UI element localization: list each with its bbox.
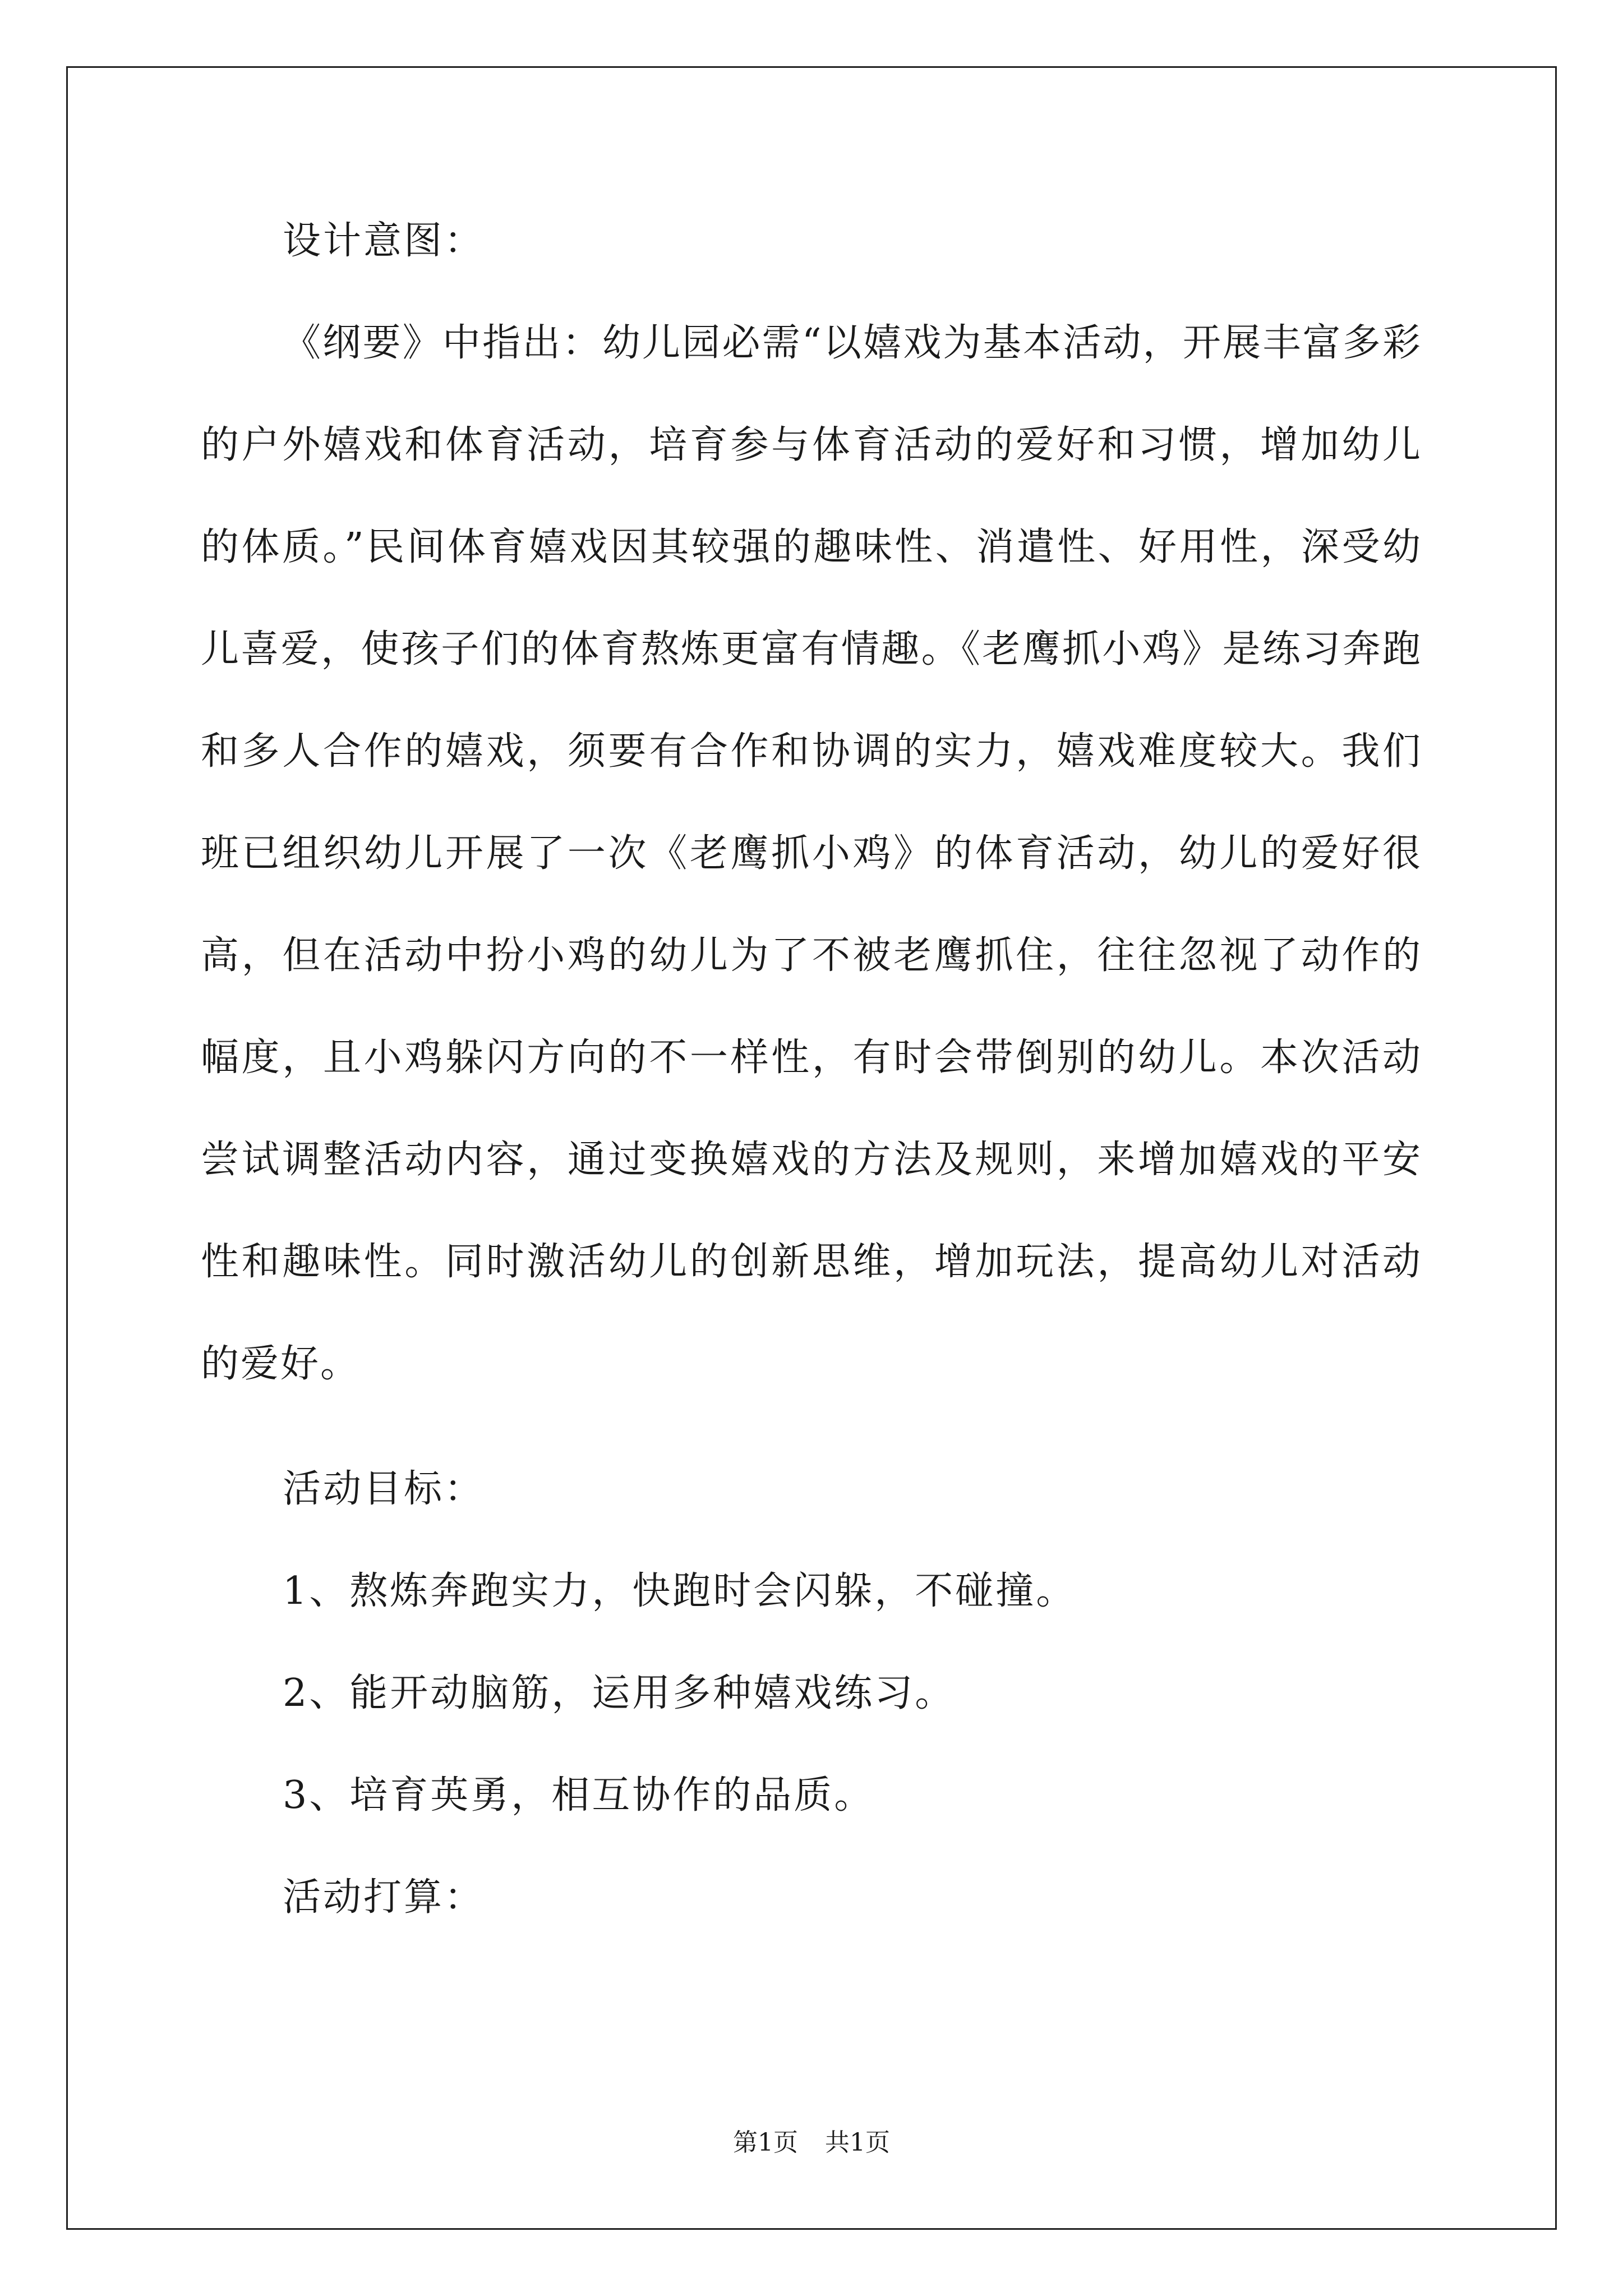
plan-heading: 活动打算： (283, 1875, 485, 1920)
page-footer (0, 2126, 1623, 2160)
goals-heading: 活动目标： (283, 1467, 485, 1511)
page-number-current: 第1页 (733, 2128, 798, 2157)
design-intent-heading: 设计意图： (283, 219, 485, 263)
goal-item-2: 2、能开动脑筋，运用多种嬉戏练习。 (283, 1671, 956, 1715)
design-intent-paragraph: 《纲要》中指出：幼儿园必需“以嬉戏为基本活动，开展丰富多彩的户外嬉戏和体育活动，培育参与体育活动的爱好和习惯，增加幼儿的体质。”民间体育嬉戏因其较强的趣味性、消遣性、好用性，深受幼儿喜爱，使孩子们的体育熬炼更富有情趣。《老鹰抓小鸡》是练习奔跑和多人合作的嬉戏，须要有合作和协调的实力，嬉戏难度较大。我们班已组织幼儿开展了一次《老鹰抓小鸡》的体育活动，幼儿的爱好很高，但在活动中扮小鸡的幼儿为了不被老鹰抓住，往往忽视了动作的幅度，且小鸡躲闪方向的不一样性，有时会带倒别的幼儿。本次活动尝试调整活动内容，通过变换嬉戏的方法及规则，来增加嬉戏的平安性和趣味性。同时激活幼儿的创新思维，增加玩法，提高幼儿对活动的爱好。 (201, 321, 1422, 1386)
document-body (201, 213, 1422, 1972)
goal-item-1: 1、熬炼奔跑实力，快跑时会闪躲，不碰撞。 (283, 1569, 1077, 1613)
goal-item-3: 3、培育英勇，相互协作的品质。 (283, 1773, 875, 1818)
page-number-total: 共1页 (825, 2128, 890, 2157)
